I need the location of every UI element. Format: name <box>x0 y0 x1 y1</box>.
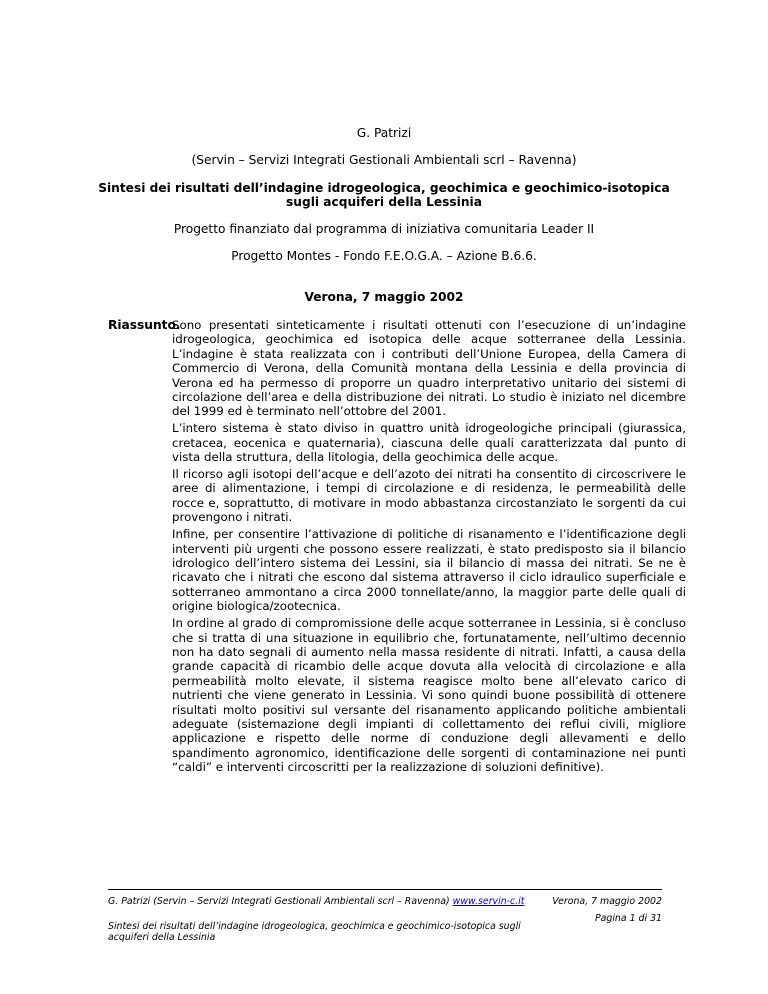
abstract-paragraph: Infine, per consentire l’attivazione di politiche di risanamento e l’identificazione degli interventi più urgenti che possono essere realizzati, è stato predisposto sia il bilancio idrologico dell’intero sistema dei Lessini, sia il bilancio di massa dei nitrati. Se ne è ricavato che i nitrati che escono dal sistema attraverso il ciclo idraulico superficiale e sotterraneo ammontano a circa 2000 tonnellate/anno, la maggior parte delle quali di origine biologica/zootecnica. <box>172 527 686 614</box>
footer-page-number: Pagina 1 di 31 <box>594 913 662 924</box>
document-title-line1: Sintesi dei risultati dell’indagine idrogeologica, geochimica e geochimico-isotopica <box>98 181 670 195</box>
abstract-paragraph: L’intero sistema è stato diviso in quattro unità idrogeologiche principali (giurassica, cretacea, eocenica e quaternaria), ciascuna delle quali caratterizzata dal punto di vista della struttura, della litologia, della geochimica delle acque. <box>172 421 686 465</box>
author-affiliation: (Servin – Servizi Integrati Gestionali Ambientali scrl – Ravenna) <box>191 153 577 167</box>
project-funding: Progetto finanziato dal programma di iniziativa comunitaria Leader II <box>173 222 595 236</box>
footer-author: G. Patrizi (Servin – Servizi Integrati Gestionali Ambientali scrl – Ravenna) <box>108 896 453 907</box>
footer-divider <box>108 889 662 890</box>
abstract-paragraph: In ordine al grado di compromissione delle acque sotterranee in Lessinia, si è concluso che si tratta di una situazione in equilibrio che, fortunatamente, nell’ultimo decennio non ha dato segnali di aumento nella massa residente di nitrati. Infatti, a causa della grande capacità di ricambio delle acque dovuta alla velocità di circolazione e alla permeabilità molto elevate, il sistema reagisce molto bene all’elevato carico di nutrienti che viene generato in Lessinia. Vi sono quindi buone possibilità di ottenere risultati molto positivi sul versante del risanamento applicando politiche ambientali adeguate (sistemazione degli impianti di collettamento dei reflui civili, migliore applicazione e rispetto delle norme di conduzione degli allevamenti e dello spandimento agronomico, identificazione delle sorgenti di contaminazione nei punti “caldi” e interventi circoscritti per la realizzazione di soluzioni definitive). <box>172 616 686 775</box>
document-title <box>0 181 768 209</box>
document-date: Verona, 7 maggio 2002 <box>304 290 464 304</box>
footer-date: Verona, 7 maggio 2002 <box>552 896 662 907</box>
author-name: G. Patrizi <box>356 126 412 140</box>
abstract-body <box>172 318 686 777</box>
footer-document-title: Sintesi dei risultati dell’indagine idrogeologica, geochimica e geochimico-isotopica sugli acquiferi della Lessinia <box>108 921 521 943</box>
abstract-label: Riassunto. <box>108 318 181 332</box>
footer-author-line <box>108 896 524 907</box>
project-reference: Progetto Montes - Fondo F.E.O.G.A. – Azione B.6.6. <box>231 249 537 263</box>
footer-website-link[interactable]: www.servin-c.it <box>452 896 525 907</box>
abstract-paragraph: Sono presentati sinteticamente i risultati ottenuti con l’esecuzione di un’indagine idrogeologica, geochimica ed isotopica delle acque sotterranee della Lessinia. L’indagine è stata realizzata con i contributi dell’Unione Europea, della Camera di Commercio di Verona, della Comunità montana della Lessinia e della provincia di Verona ed ha permesso di proporre un quadro interpretativo unitario dei sistemi di circolazione dell’area e della distribuzione dei nitrati. Lo studio è iniziato nel dicembre del 1999 ed è terminato nell’ottobre del 2001. <box>172 318 686 419</box>
abstract-paragraph: Il ricorso agli isotopi dell’acque e dell’azoto dei nitrati ha consentito di circoscrivere le aree di alimentazione, i tempi di circolazione e di residenza, le permeabilità delle rocce e, soprattutto, di motivare in modo abbastanza circostanziato le sorgenti da cui provengono i nitrati. <box>172 467 686 525</box>
document-title-line2: sugli acquiferi della Lessinia <box>286 195 482 209</box>
